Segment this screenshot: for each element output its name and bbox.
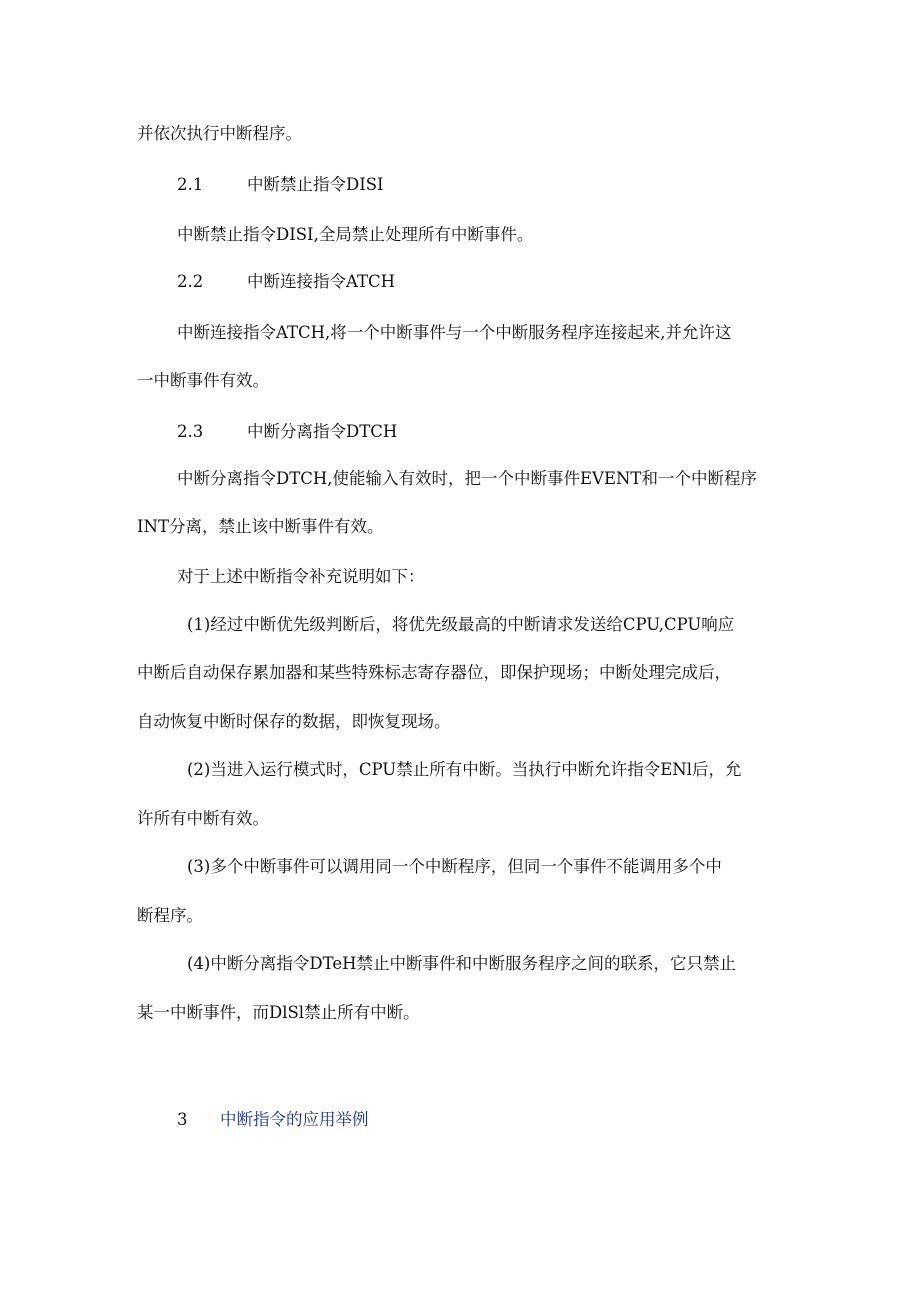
paragraph-line: 中断后自动保存累加器和某些特殊标志寄存器位，即保护现场；中断处理完成后，: [137, 663, 731, 682]
paragraph-line: (2)当进入运行模式时，CPU禁止所有中断。当执行中断允许指令ENl后，允: [187, 760, 742, 779]
paragraph-line: INT分离，禁止该中断事件有效。: [137, 517, 384, 536]
paragraph-line: 某一中断事件，而DlSl禁止所有中断。: [137, 1003, 420, 1022]
paragraph-line: 中断禁止指令DISI,全局禁止处理所有中断事件。: [177, 225, 534, 244]
subsection-number: 2.1: [177, 175, 204, 194]
section-heading-3: [177, 1109, 369, 1131]
paragraph-line: 许所有中断有效。: [137, 809, 269, 828]
paragraph-line: 断程序。: [137, 906, 203, 925]
paragraph-line: (1)经过中断优先级判断后，将优先级最高的中断请求发送给CPU,CPU响应: [187, 615, 735, 634]
paragraph-line: 并依次执行中断程序。: [137, 124, 302, 143]
paragraph-line: (4)中断分离指令DTeH禁止中断事件和中断服务程序之间的联系，它只禁止: [187, 954, 736, 973]
subsection-title: 中断分离指令DTCH: [247, 422, 398, 441]
subsection-number: 2.2: [177, 272, 204, 291]
paragraph-line: 中断分离指令DTCH,使能输入有效时，把一个中断事件EVENT和一个中断程序: [177, 469, 757, 488]
section-number: 3: [177, 1110, 188, 1129]
paragraph-line: 对于上述中断指令补充说明如下：: [177, 567, 425, 586]
subsection-heading-2-2: [177, 271, 396, 293]
paragraph-line: 一中断事件有效。: [137, 371, 269, 390]
paragraph-line: (3)多个中断事件可以调用同一个中断程序，但同一个事件不能调用多个中: [187, 857, 722, 876]
paragraph-line: 自动恢复中断时保存的数据，即恢复现场。: [137, 712, 451, 731]
subsection-heading-2-3: [177, 421, 398, 443]
subsection-number: 2.3: [177, 422, 204, 441]
paragraph-line: 中断连接指令ATCH,将一个中断事件与一个中断服务程序连接起来,并允许这: [177, 323, 732, 342]
section-title: 中断指令的应用举例: [220, 1110, 369, 1129]
subsection-heading-2-1: [177, 174, 384, 196]
subsection-title: 中断禁止指令DISI: [247, 175, 384, 194]
subsection-title: 中断连接指令ATCH: [247, 272, 396, 291]
